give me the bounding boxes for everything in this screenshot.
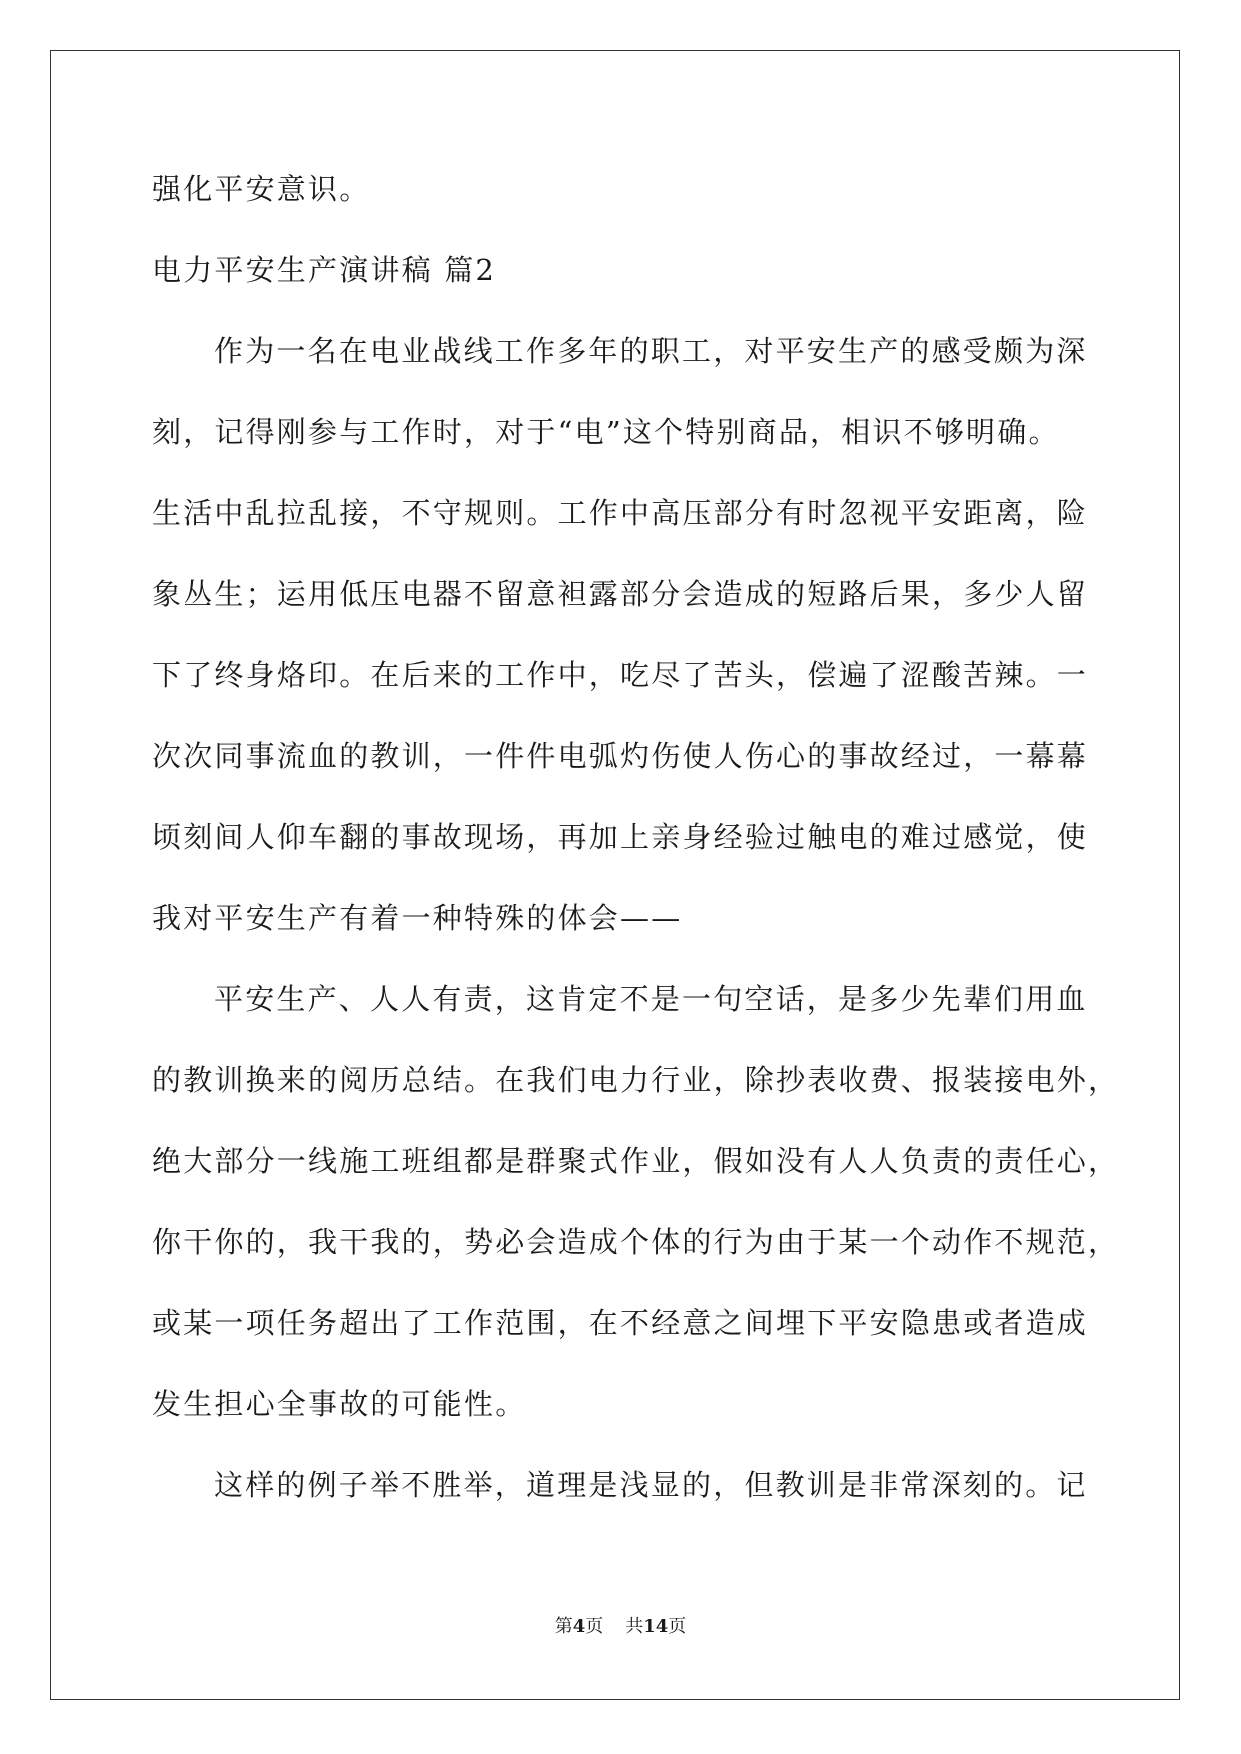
body-line: 下了终身烙印。在后来的工作中，吃尽了苦头，偿遍了涩酸苦辣。一 <box>152 658 1089 692</box>
document-body <box>152 164 1120 1541</box>
body-line: 强化平安意识。 <box>152 172 371 206</box>
total-pages: 14 <box>643 1616 669 1637</box>
page-suffix: 页 <box>585 1616 604 1637</box>
body-line: 我对平安生产有着一种特殊的体会—— <box>152 901 683 935</box>
page-footer <box>0 1612 1241 1638</box>
body-line: 你干你的，我干我的，势必会造成个体的行为由于某一个动作不规范， <box>152 1225 1120 1259</box>
body-line: 的教训换来的阅历总结。在我们电力行业，除抄表收费、报装接电外， <box>152 1063 1120 1097</box>
total-prefix: 共 <box>625 1616 644 1637</box>
body-line: 次次同事流血的教训，一件件电弧灼伤使人伤心的事故经过，一幕幕 <box>152 739 1089 773</box>
body-line: 刻，记得刚参与工作时，对于“电”这个特别商品，相识不够明确。 <box>152 415 1060 449</box>
body-line: 生活中乱拉乱接，不守规则。工作中高压部分有时忽视平安距离，险 <box>152 496 1089 530</box>
section-heading: 电力平安生产演讲稿 篇2 <box>152 253 497 287</box>
total-suffix: 页 <box>668 1616 687 1637</box>
body-line: 或某一项任务超出了工作范围，在不经意之间埋下平安隐患或者造成 <box>152 1306 1089 1340</box>
body-line: 绝大部分一线施工班组都是群聚式作业，假如没有人人负责的责任心， <box>152 1144 1120 1178</box>
paragraph-first-line: 这样的例子举不胜举，道理是浅显的，但教训是非常深刻的。记 <box>214 1468 1088 1502</box>
paragraph-first-line: 作为一名在电业战线工作多年的职工，对平安生产的感受颇为深 <box>214 334 1088 368</box>
body-line: 象丛生；运用低压电器不留意袒露部分会造成的短路后果，多少人留 <box>152 577 1089 611</box>
paragraph-first-line: 平安生产、人人有责，这肯定不是一句空话，是多少先辈们用血 <box>214 982 1088 1016</box>
body-line: 顷刻间人仰车翻的事故现场，再加上亲身经验过触电的难过感觉，使 <box>152 820 1089 854</box>
page-prefix: 第 <box>554 1616 573 1637</box>
body-line: 发生担心全事故的可能性。 <box>152 1387 527 1421</box>
page-number: 4 <box>572 1616 586 1637</box>
